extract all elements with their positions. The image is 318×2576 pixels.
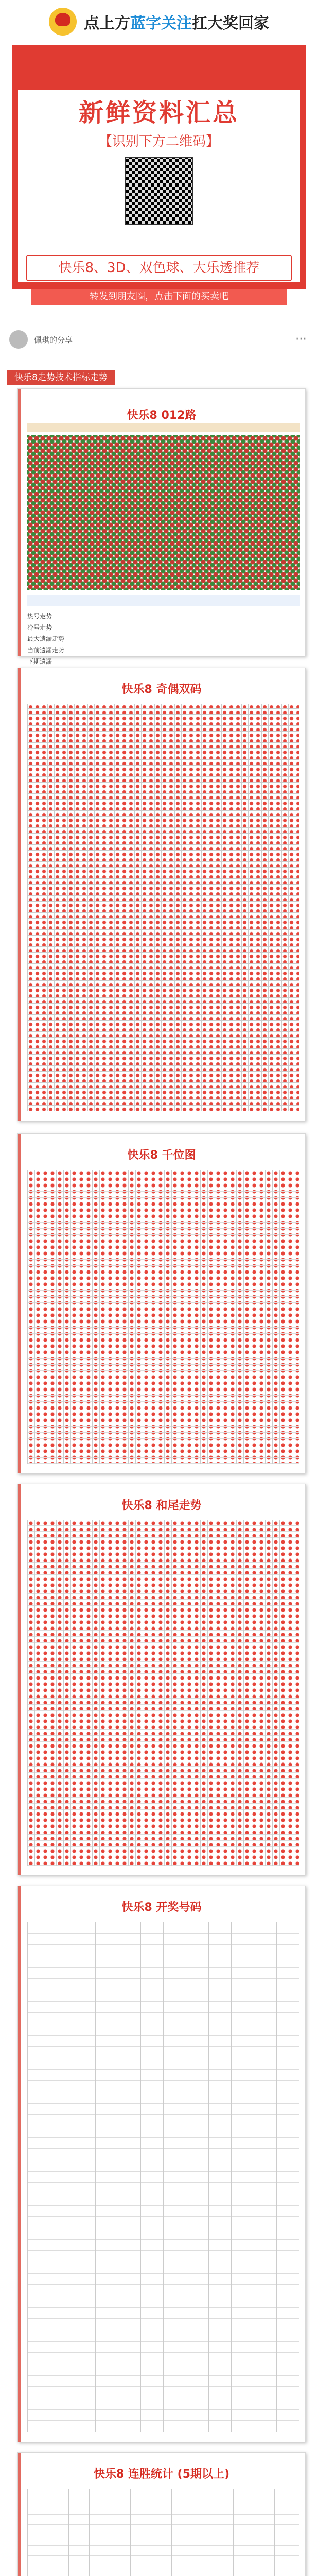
list-item: 下期遗漏 <box>27 658 52 665</box>
table-header <box>27 423 300 432</box>
trend-grid <box>27 1520 299 1866</box>
list-item: 最大遗漏走势 <box>27 635 65 642</box>
banner-prefix: 点上方 <box>84 14 130 32</box>
card-sum-tail <box>17 1484 306 1875</box>
poster-subtitle: 【识别下方二维码】 <box>98 134 219 149</box>
poster-header <box>18 54 300 90</box>
card-012 <box>17 388 306 665</box>
banner-suffix: 扛大奖回家 <box>192 14 269 32</box>
list-item: 冷号走势 <box>27 624 52 631</box>
card-thousands <box>17 1133 306 1473</box>
more-icon[interactable]: ⋯ <box>295 332 307 345</box>
card-stripe <box>18 1886 21 2442</box>
tip-banner[interactable]: 转发到朋友圈，点击下面的买卖吧 <box>31 289 287 305</box>
list-item: 当前遗漏走势 <box>27 647 65 654</box>
poster-title: 新鲜资料汇总 <box>78 98 239 127</box>
card-title: 快乐8 千位图 <box>127 1149 196 1162</box>
stat-list <box>27 611 182 667</box>
card-title: 快乐8 奇偶双码 <box>121 683 202 696</box>
qr-poster <box>12 45 306 289</box>
number-grid <box>27 435 300 590</box>
data-table <box>27 2489 299 2576</box>
card-stripe <box>18 1484 21 1875</box>
card-draw-numbers <box>17 1886 306 2442</box>
avatar[interactable] <box>9 330 28 349</box>
card-title: 快乐8 012路 <box>127 409 197 422</box>
poster-footer: 快乐8、3D、双色球、大乐透推荐 <box>26 255 292 281</box>
logo-icon <box>49 8 77 36</box>
card-odd-even <box>17 668 306 1121</box>
card-stripe <box>18 668 21 1121</box>
card-title: 快乐8 连胜统计 (5期以上) <box>93 2468 230 2481</box>
table-footer <box>27 595 300 606</box>
banner-text <box>84 10 269 33</box>
card-streaks <box>17 2452 306 2576</box>
account-bar[interactable] <box>0 325 318 353</box>
trend-grid <box>27 704 299 1111</box>
qr-code-icon[interactable] <box>125 157 193 225</box>
card-stripe <box>18 389 21 656</box>
data-table <box>27 1922 299 2432</box>
card-stripe <box>18 1134 21 1473</box>
card-title: 快乐8 和尾走势 <box>121 1499 202 1512</box>
list-item: 热号走势 <box>27 613 52 620</box>
banner-highlight[interactable]: 蓝字关注 <box>130 14 192 32</box>
card-title: 快乐8 开奖号码 <box>121 1901 202 1914</box>
trend-grid <box>27 1170 299 1464</box>
account-name[interactable]: 佩琪的分享 <box>34 335 73 345</box>
top-banner <box>0 0 318 43</box>
section-tag: 快乐8走势技术指标走势 <box>7 370 115 385</box>
